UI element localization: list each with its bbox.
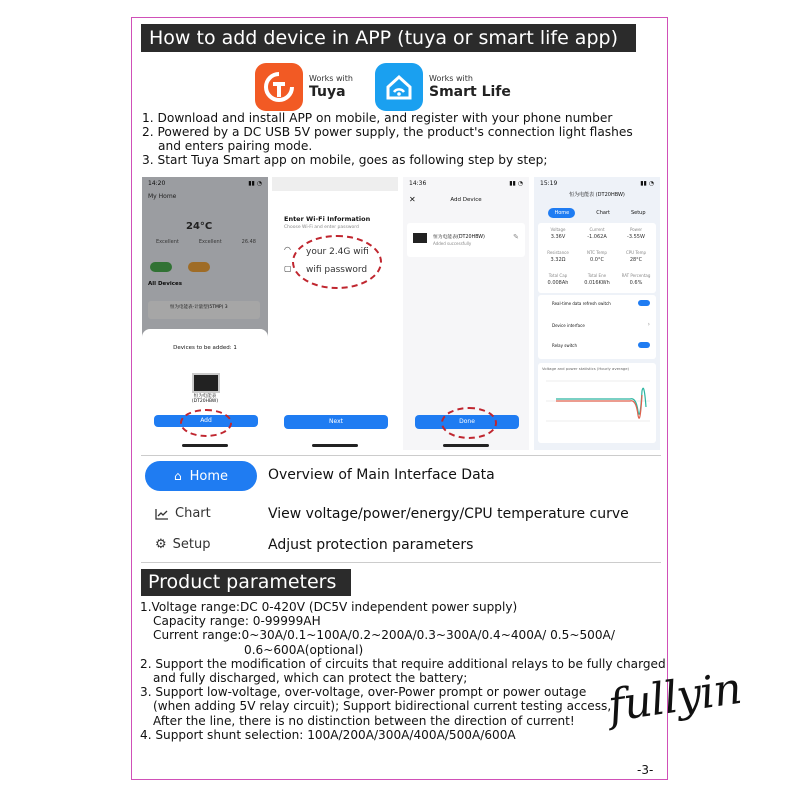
metric-cell bbox=[578, 273, 616, 286]
settings-list bbox=[538, 295, 656, 359]
highlight-ellipse bbox=[292, 235, 382, 289]
meter-device-icon bbox=[413, 233, 427, 243]
device-title: 恒为电能表 (DT20HBW) bbox=[569, 192, 625, 198]
smartlife-logo-icon bbox=[375, 63, 423, 111]
relay-toggle[interactable] bbox=[638, 342, 650, 348]
metric-value: 3.36V bbox=[550, 234, 566, 240]
meter-device-icon bbox=[192, 373, 220, 393]
metric-label: CPU Temp bbox=[625, 250, 647, 255]
metric-label: Total Cap bbox=[548, 273, 568, 278]
added-device-card[interactable] bbox=[407, 223, 525, 257]
chevron-right-icon: › bbox=[647, 321, 650, 328]
sheet-device-model: (DT20HBW) bbox=[191, 399, 219, 404]
refresh-toggle[interactable] bbox=[638, 300, 650, 306]
smartlife-works-with: Works with bbox=[429, 74, 473, 83]
row-relay: Relay switch bbox=[552, 343, 578, 348]
tuya-name: Tuya bbox=[309, 84, 346, 100]
phone-dashboard: 15:19 ▮▮ ◔ 恒为电能表 (DT20HBW) Home Chart Setup Voltage 3.36V Current -1.062A Power -3.55W Resistance 3.32Ω NTC Temp 0.0°C CPU Temp 28°C Total Cap 0.008Ah Total Ene 0.016KWh RAT Percentag 0.6% Real-time data refresh switch Device interface › Relay switch Voltage and power statistics (Hourly average) bbox=[534, 177, 660, 450]
metric-value: 0.008Ah bbox=[547, 280, 569, 286]
add-device-heading: Add Device bbox=[450, 197, 482, 203]
param-1-capacity: Capacity range: 0-99999AH bbox=[153, 614, 321, 629]
phone-device-added: 14:36 ▮▮ ◔ ✕ Add Device 恒为电能表(DT20HBW) Added successfully ✎ Done bbox=[403, 177, 529, 450]
metric-value: 0.6% bbox=[629, 280, 643, 286]
weather-stat-3: 26.48 bbox=[241, 239, 256, 245]
metric-label: NTC Temp bbox=[587, 250, 607, 255]
metric-cell bbox=[539, 273, 577, 286]
added-device-status: Added successfully bbox=[433, 241, 472, 246]
param-1-current: Current range:0~30A/0.1~100A/0.2~200A/0.3~300A/0.4~400A/ 0.5~500A/ bbox=[153, 628, 615, 643]
highlight-ellipse bbox=[180, 409, 232, 437]
metric-value: 28°C bbox=[629, 257, 643, 263]
param-1: 1.Voltage range:DC 0-420V (DC5V independent power supply) bbox=[140, 600, 518, 614]
metric-label: Total Ene bbox=[587, 273, 607, 278]
add-button[interactable]: Add bbox=[154, 415, 258, 427]
edit-icon[interactable]: ✎ bbox=[513, 233, 519, 241]
metric-value: 0.0°C bbox=[590, 257, 604, 263]
phone-wifi bbox=[272, 177, 398, 450]
tuya-badge bbox=[255, 62, 353, 112]
smartlife-name: Smart Life bbox=[429, 84, 511, 100]
metric-label: RAT Percentag bbox=[621, 273, 651, 278]
metric-cell bbox=[617, 273, 655, 286]
param-2: 2. Support the modification of circuits that require additional relays to be fully charged bbox=[140, 656, 666, 671]
param-3-cont2: After the line, there is no distinction between the direction of current! bbox=[153, 713, 575, 728]
metric-cell bbox=[578, 227, 616, 240]
status-time: 15:19 bbox=[540, 180, 558, 187]
param-1-current-cont: 0.6~600A(optional) bbox=[244, 642, 364, 657]
page-title: How to add device in APP (tuya or smart life app) bbox=[141, 24, 636, 52]
home-icon: ⌂ bbox=[173, 469, 182, 483]
app-screenshots bbox=[141, 177, 661, 450]
chart-icon bbox=[155, 508, 169, 520]
sheet-title: Devices to be added: 1 bbox=[173, 345, 237, 351]
product-parameters bbox=[140, 600, 665, 742]
step-1: 1. Download and install APP on mobile, and register with your phone number bbox=[142, 111, 613, 125]
chart-feature[interactable] bbox=[155, 506, 211, 521]
wifi-heading: Enter Wi-Fi Information bbox=[284, 215, 371, 223]
home-indicator bbox=[443, 444, 489, 447]
added-device-name: 恒为电能表(DT20HBW) bbox=[433, 235, 485, 240]
metric-label: Power bbox=[629, 227, 643, 232]
highlight-ellipse bbox=[441, 407, 497, 439]
params-title: Product parameters bbox=[141, 569, 351, 596]
setup-feature-label: Setup bbox=[172, 537, 211, 552]
step-2: 2. Powered by a DC USB 5V power supply, the product's connection light flashes bbox=[142, 125, 633, 139]
stats-chart-plot bbox=[538, 371, 656, 443]
next-button[interactable]: Next bbox=[284, 415, 388, 429]
home-indicator bbox=[312, 444, 358, 447]
wifi-ssid-input[interactable]: your 2.4G wifi bbox=[306, 247, 369, 257]
tuya-works-with: Works with bbox=[309, 74, 353, 83]
done-button[interactable]: Done bbox=[415, 415, 519, 429]
metric-value: 3.32Ω bbox=[550, 257, 566, 263]
chart-feature-desc: View voltage/power/energy/CPU temperature curve bbox=[268, 506, 629, 522]
chart-label: Voltage and power statistics (Hourly average) bbox=[542, 366, 630, 371]
tab-chart[interactable]: Chart bbox=[596, 210, 610, 216]
home-feature-label: Home bbox=[189, 468, 228, 484]
metric-value: 0.016KWh bbox=[584, 280, 610, 286]
tab-setup[interactable]: Setup bbox=[630, 210, 646, 216]
wifi-password-input[interactable]: wifi password bbox=[306, 265, 368, 275]
wifi-sub: Choose Wi-Fi and enter password bbox=[284, 225, 359, 230]
status-time: 14:36 bbox=[409, 180, 427, 187]
row-interface[interactable]: Device interface bbox=[552, 323, 585, 328]
metric-cell bbox=[578, 250, 616, 263]
step-2-cont: and enters pairing mode. bbox=[158, 139, 313, 153]
metric-label: Resistance bbox=[547, 250, 569, 255]
lock-icon: ▢ bbox=[284, 264, 292, 273]
step-3: 3. Start Tuya Smart app on mobile, goes as following step by step; bbox=[142, 153, 548, 167]
devices-sheet bbox=[142, 329, 268, 450]
metric-value: -1.062A bbox=[587, 234, 607, 240]
home-feature-desc: Overview of Main Interface Data bbox=[268, 467, 495, 483]
weather-stat-2: Excellent bbox=[198, 239, 222, 245]
param-2-cont: and fully discharged, which can protect the battery; bbox=[153, 671, 468, 686]
setup-steps bbox=[142, 111, 662, 167]
row-refresh: Real-time data refresh switch bbox=[552, 301, 611, 306]
tuya-logo-icon bbox=[255, 63, 303, 111]
param-3: 3. Support low-voltage, over-voltage, over-Power prompt or power outage bbox=[140, 685, 587, 700]
metric-cell bbox=[617, 250, 655, 263]
metric-label: Current bbox=[589, 227, 605, 232]
wifi-icon: ◠ bbox=[284, 245, 291, 254]
status-time: 14:20 bbox=[148, 180, 166, 187]
devices-tab[interactable]: All Devices bbox=[148, 281, 182, 287]
weather-stat-1: Excellent bbox=[156, 239, 179, 245]
metric-cell bbox=[539, 250, 577, 263]
metric-cell bbox=[617, 227, 655, 240]
metric-cell bbox=[539, 227, 577, 240]
stats-chart bbox=[538, 363, 656, 443]
setup-feature-desc: Adjust protection parameters bbox=[268, 537, 474, 553]
home-feature-pill[interactable] bbox=[145, 461, 257, 491]
metric-value: -3.55W bbox=[627, 234, 645, 240]
tab-home[interactable]: Home bbox=[548, 208, 575, 218]
param-3-cont: (when adding 5V relay circuit); Support bidirectional current testing access, bbox=[153, 699, 612, 714]
smartlife-badge bbox=[375, 62, 511, 112]
param-4: 4. Support shunt selection: 100A/200A/300A/400A/500A/600A bbox=[140, 727, 516, 742]
setup-feature[interactable] bbox=[155, 537, 211, 552]
home-selector[interactable]: My Home bbox=[148, 193, 177, 200]
metric-label: Voltage bbox=[550, 227, 566, 232]
watermark: fullyin bbox=[605, 662, 744, 733]
close-icon[interactable]: ✕ bbox=[409, 195, 416, 204]
home-indicator bbox=[182, 444, 228, 447]
gear-icon: ⚙ bbox=[155, 537, 167, 552]
chart-feature-label: Chart bbox=[175, 506, 211, 521]
weather-temp: 24°C bbox=[186, 221, 213, 232]
device-card-name: 恒为电能表-计量型(5TMP) 3 bbox=[170, 305, 228, 310]
page-number: -3- bbox=[637, 763, 654, 777]
metrics-grid bbox=[538, 223, 656, 293]
sheet-device-label: 恒为电能表 bbox=[193, 394, 217, 399]
phone-add-device: 14:20 ▮▮ ◔ My Home 24°C Excellent Excellent 26.48 All Devices 恒为电能表-计量型(5TMP) 3 Devices to be added: 1 恒为电能表 (DT20HBW) Add bbox=[142, 177, 268, 450]
